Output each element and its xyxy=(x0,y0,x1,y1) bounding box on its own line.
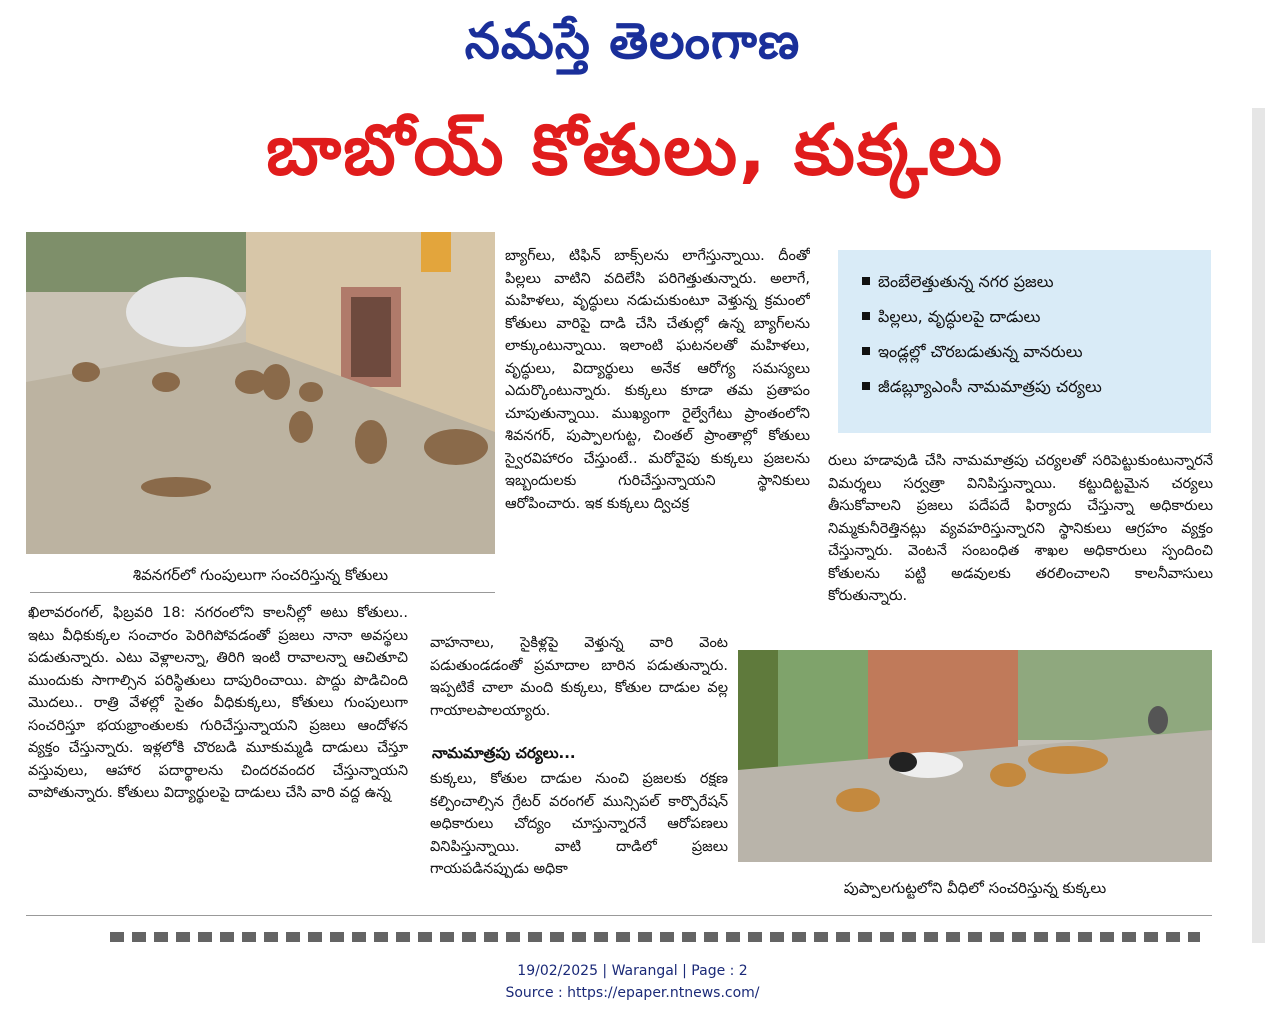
highlight-item: పిల్లలు, వృద్ధులపై దాడులు xyxy=(878,299,1211,334)
article-subhead: నామమాత్రపు చర్యలు... xyxy=(432,744,576,762)
article-column-2 xyxy=(505,245,810,637)
monkeys-illustration xyxy=(26,232,495,554)
highlight-item: ఇండ్లల్లో చొరబడుతున్న వానరులు xyxy=(878,334,1211,369)
adjacent-page-strip xyxy=(1252,108,1265,943)
highlights-box xyxy=(838,250,1211,433)
article-column-1 xyxy=(28,602,408,910)
article-paragraph: రులు హడావుడి చేసి నామమాత్రపు చర్యలతో సరిపెట్టుకుంటున్నారనే విమర్శలు సర్వత్రా వినిపిస్తున్నాయి. కట్టుదిట్టమైన చర్యలు తీసుకోవాలని ప్రజలు పదేపదే ఫిర్యాదు చేస్తున్నా అధికారులు నిమ్మకునీరెత్తినట్లు వ్యవహరిస్తున్నారని స్థానికులు ఆగ్రహం వ్యక్తం చేస్తున్నారు. వెంటనే సంబంధిత శాఖల అధికారులు స్పందించి కోతులను పట్టి అడవులకు తరలించాలని కాలనీవాసులు కోరుతున్నారు. xyxy=(828,453,1213,604)
article-paragraph: బ్యాగ్‌లు, టిఫిన్ బాక్స్‌లను లాగేస్తున్నాయి. దీంతో పిల్లలు వాటిని వదిలేసి పరిగెత్తుతున్నారు. అలాగే, మహిళలు, వృద్ధులు నడుచుకుంటూ వెళ్తున్న క్రమంలో కోతులు వారిపై దాడి చేసి చేతుల్లో ఉన్న బ్యాగ్‌లను లాక్కుంటున్నాయి. ఇలాంటి ఘటనలతో మహిళలు, వృద్ధులు, విద్యార్థులు అనేక ఆరోగ్య సమస్యలు ఎదుర్కొంటున్నారు. కుక్కలు కూడా తమ ప్రతాపం చూపుతున్నాయి. ముఖ్యంగా రైల్వేగేటు ప్రాంతంలోని శివనగర్, పుప్పాలగుట్ట, చింతల్ ప్రాంతాల్లో కోతులు స్వైరవిహారం చేస్తుంటే.. మరోవైపు కుక్కలు ప్రజలను ఇబ్బందులకు గురిచేస్తున్నాయని స్థానికులు ఆరోపించారు. ఇక కుక్కలు ద్విచక్ర xyxy=(505,248,810,512)
caption-divider xyxy=(30,592,495,593)
highlights-list xyxy=(838,264,1211,404)
headline: బాబోయ్ కోతులు, కుక్కలు xyxy=(266,109,1004,191)
masthead-title: నమస్తే తెలంగాణ xyxy=(464,12,801,70)
page-bottom-divider xyxy=(26,915,1212,916)
highlight-item: జీడబ్ల్యూఎంసీ నామమాత్రపు చర్యలు xyxy=(878,369,1211,404)
dogs-illustration xyxy=(738,650,1212,862)
footer-date-edition: 19/02/2025 | Warangal | Page : 2 xyxy=(517,963,748,979)
monkeys-photo-caption: శివనగర్‌లో గుంపులుగా సంచరిస్తున్న కోతులు xyxy=(132,566,389,584)
footer-source: Source : https://epaper.ntnews.com/ xyxy=(505,985,760,1001)
article-paragraph: వాహనాలు, సైకిళ్లపై వెళ్తున్న వారి వెంట పడుతుండడంతో ప్రమాదాల బారిన పడుతున్నారు. ఇప్పటికే చాలా మంది కుక్కలు, కోతుల దాడుల వల్ల గాయాలపాలయ్యారు. xyxy=(430,635,728,719)
article-paragraph: ఖిలావరంగల్, ఫిబ్రవరి 18: నగరంలోని కాలనీల్లో అటు కోతులు.. ఇటు వీధికుక్కల సంచారం పెరిగిపోవడంతో ప్రజలు నానా అవస్థలు పడుతున్నారు. ఎటు వెళ్లాలన్నా, తిరిగి ఇంటి రావాలన్నా ఆచితూచి ముందుకు సాగాల్సిన పరిస్థితులు దాపురించాయి. పొద్దు పొడిచింది మొదలు.. రాత్రి వేళల్లో సైతం వీధికుక్కలు, కోతులు గుంపులుగా సంచరిస్తూ భయభ్రాంతులకు గురిచేస్తున్నాయని ప్రజలు ఆందోళన వ్యక్తం చేస్తున్నారు. ఇళ్లలోకి చొరబడి మూకుమ్మడి దాడులు చేస్తూ వస్తువులు, ఆహార పదార్థాలను చిందరవందర చేస్తున్నాయని వాపోతున్నారు. కోతులు విద్యార్థులపై దాడులు చేసి వారి వద్ద ఉన్న xyxy=(28,605,408,801)
dogs-photo-caption: పుప్పాలగుట్టలోని వీధిలో సంచరిస్తున్న కుక్కలు xyxy=(843,879,1107,897)
article-column-2-continued xyxy=(430,768,728,908)
highlight-item: బెంబేలెత్తుతున్న నగర ప్రజలు xyxy=(878,264,1211,299)
article-column-2-lower xyxy=(430,632,728,732)
article-column-3 xyxy=(828,450,1213,640)
monkeys-photo xyxy=(26,232,495,554)
dogs-photo xyxy=(738,650,1212,862)
article-paragraph: కుక్కలు, కోతుల దాడుల నుంచి ప్రజలకు రక్షణ కల్పించాల్సిన గ్రేటర్ వరంగల్ మున్సిపల్ కార్పొరేషన్ అధికారులు చోద్యం చూస్తున్నారనే ఆరోపణలు వినిపిస్తున్నాయి. వాటి దాడిలో ప్రజలు గాయపడినప్పుడు అధికా xyxy=(430,771,728,877)
page-footer xyxy=(0,960,1265,1004)
next-article-fragment xyxy=(110,928,1200,942)
